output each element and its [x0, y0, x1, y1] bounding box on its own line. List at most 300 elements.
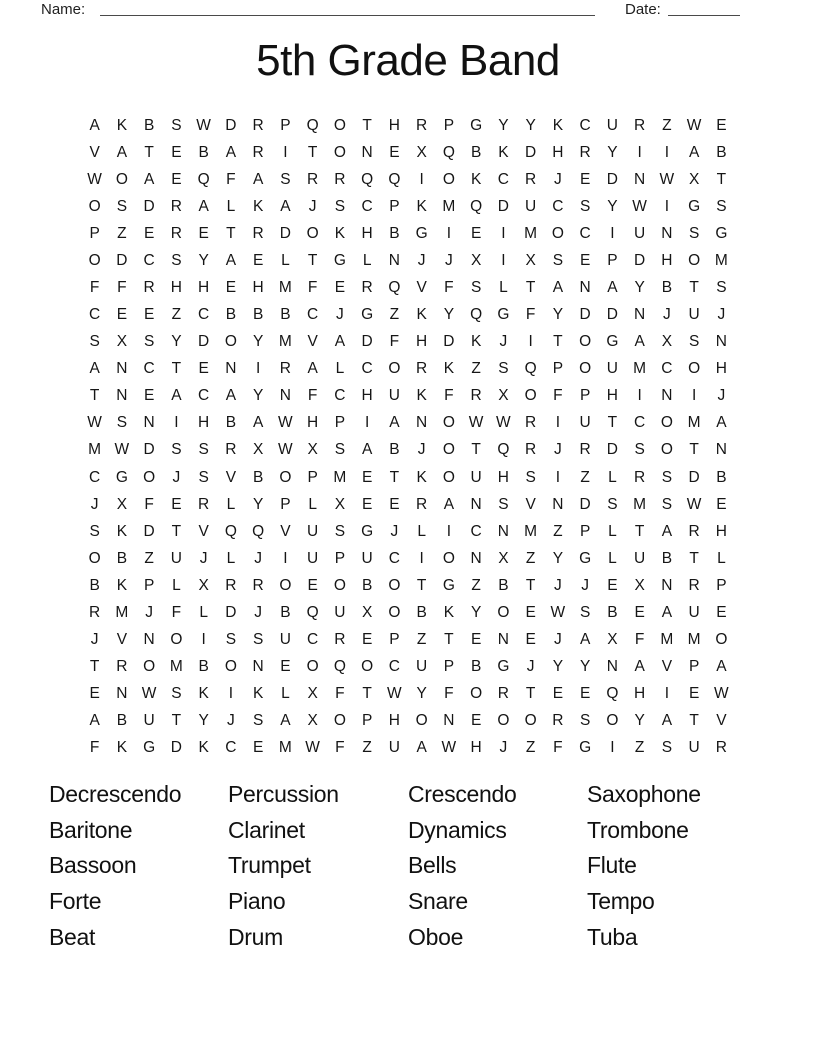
grid-letter: C	[661, 360, 673, 378]
grid-letter: O	[388, 603, 401, 621]
grid-letter: H	[307, 414, 319, 432]
grid-letter: E	[198, 360, 209, 378]
grid-letter: B	[225, 414, 237, 432]
grid-letter: B	[198, 658, 209, 676]
grid-letter: S	[634, 441, 645, 459]
name-label: Name:	[41, 1, 86, 18]
grid-letter: J	[90, 495, 99, 513]
grid-letter: W	[632, 197, 647, 215]
grid-letter: T	[634, 522, 645, 540]
grid-letter: P	[579, 387, 591, 405]
grid-letter: H	[470, 739, 482, 757]
grid-letter: C	[497, 170, 509, 188]
grid-letter: J	[581, 576, 589, 594]
grid-letter: I	[174, 414, 179, 432]
grid-letter: N	[470, 495, 482, 513]
grid-letter: G	[361, 522, 374, 540]
grid-letter: S	[171, 116, 182, 134]
grid-letter: A	[661, 603, 673, 621]
grid-letter: J	[308, 197, 317, 215]
grid-letter: O	[715, 631, 728, 649]
grid-letter: I	[201, 631, 206, 649]
grid-letter: S	[661, 739, 673, 757]
grid-letter: K	[470, 333, 482, 351]
grid-row	[81, 247, 735, 274]
grid-letter: R	[470, 387, 482, 405]
grid-letter: R	[252, 224, 264, 242]
grid-letter: O	[442, 170, 455, 188]
grid-letter: A	[252, 414, 264, 432]
grid-letter: B	[607, 603, 618, 621]
grid-letter: X	[252, 441, 264, 459]
grid-letter: Y	[552, 306, 564, 324]
grid-letter: U	[606, 360, 618, 378]
grid-letter: T	[89, 658, 100, 676]
grid-letter: E	[143, 306, 155, 324]
grid-letter: S	[143, 333, 155, 351]
grid-letter: Z	[389, 306, 400, 324]
grid-letter: W	[686, 495, 702, 513]
grid-letter: E	[716, 116, 727, 134]
grid-letter: S	[198, 468, 209, 486]
grid-letter: I	[419, 549, 424, 567]
word-list-item: Piano	[228, 888, 286, 915]
grid-letter: C	[89, 306, 101, 324]
grid-letter: Y	[552, 658, 564, 676]
grid-letter: F	[89, 739, 100, 757]
grid-letter: C	[470, 522, 482, 540]
grid-letter: Z	[580, 468, 590, 486]
grid-letter: Y	[552, 549, 564, 567]
grid-letter: F	[389, 333, 400, 351]
grid-letter: O	[524, 712, 537, 730]
grid-letter: H	[252, 279, 264, 296]
grid-letter: K	[334, 224, 346, 242]
grid-letter: G	[333, 251, 346, 269]
grid-letter: B	[280, 306, 291, 324]
grid-letter: A	[252, 170, 264, 188]
grid-letter: L	[608, 522, 617, 540]
grid-letter: W	[196, 116, 211, 134]
grid-letter: V	[661, 658, 673, 676]
grid-letter: Y	[416, 685, 427, 703]
grid-letter: A	[607, 279, 618, 296]
grid-row	[81, 193, 735, 220]
grid-letter: O	[497, 712, 510, 730]
grid-letter: P	[579, 522, 591, 540]
grid-letter: F	[553, 739, 563, 757]
grid-letter: B	[470, 143, 482, 161]
grid-letter: S	[688, 333, 700, 351]
grid-letter: Y	[634, 279, 645, 296]
grid-letter: T	[171, 522, 182, 540]
grid-letter: J	[499, 333, 508, 351]
grid-letter: C	[143, 251, 155, 269]
grid-letter: P	[143, 576, 155, 594]
grid-letter: R	[579, 441, 591, 459]
grid-letter: A	[280, 197, 291, 215]
grid-letter: R	[688, 522, 700, 540]
grid-letter: E	[171, 495, 182, 513]
grid-letter: Z	[525, 549, 536, 567]
grid-letter: G	[579, 739, 592, 757]
grid-letter: E	[334, 279, 346, 296]
grid-letter: N	[470, 549, 482, 567]
grid-letter: V	[416, 279, 427, 296]
grid-letter: D	[525, 143, 537, 161]
grid-letter: A	[389, 414, 400, 432]
grid-letter: D	[361, 333, 373, 351]
grid-letter: O	[224, 658, 237, 676]
grid-letter: C	[198, 306, 210, 324]
grid-letter: E	[579, 685, 591, 703]
word-list-item: Decrescendo	[49, 781, 182, 808]
grid-letter: D	[143, 522, 155, 540]
grid-letter: E	[280, 658, 291, 676]
grid-letter: D	[170, 739, 182, 757]
grid-letter: R	[143, 279, 155, 296]
grid-letter: L	[226, 197, 236, 215]
grid-letter: X	[307, 712, 318, 730]
grid-letter: N	[634, 170, 646, 188]
grid-letter: I	[501, 224, 506, 242]
grid-letter: R	[416, 495, 428, 513]
grid-letter: P	[361, 712, 373, 730]
grid-letter: R	[634, 116, 646, 134]
grid-letter: R	[715, 739, 727, 757]
word-list-item: Clarinet	[228, 816, 305, 843]
grid-letter: I	[255, 360, 261, 378]
grid-letter: P	[443, 116, 455, 134]
grid-letter: B	[389, 224, 400, 242]
grid-letter: S	[171, 251, 182, 269]
grid-letter: R	[252, 576, 264, 594]
grid-letter: U	[388, 387, 400, 405]
grid-letter: E	[579, 170, 591, 188]
grid-letter: Y	[171, 333, 182, 351]
grid-letter: E	[525, 603, 536, 621]
grid-letter: S	[579, 197, 591, 215]
grid-letter: E	[361, 495, 373, 513]
grid-letter: U	[470, 468, 482, 486]
grid-letter: N	[252, 658, 264, 676]
grid-letter: Z	[471, 360, 481, 378]
word-list-item: Percussion	[228, 781, 339, 808]
grid-letter: V	[307, 333, 318, 351]
grid-letter: A	[116, 143, 128, 161]
page-title: 5th Grade Band	[256, 36, 560, 85]
grid-letter: S	[498, 360, 509, 378]
grid-row	[81, 572, 735, 599]
grid-letter: I	[555, 414, 561, 432]
grid-letter: O	[388, 576, 401, 594]
date-blank-line	[668, 0, 740, 16]
grid-letter: B	[89, 576, 100, 594]
grid-letter: S	[334, 522, 346, 540]
grid-letter: A	[171, 387, 182, 405]
grid-letter: W	[686, 116, 702, 134]
grid-letter: M	[442, 197, 456, 215]
grid-letter: V	[225, 468, 237, 486]
grid-letter: E	[89, 685, 100, 703]
grid-letter: P	[280, 495, 291, 513]
grid-letter: E	[171, 143, 182, 161]
word-list-item: Drum	[228, 923, 284, 950]
grid-letter: L	[308, 495, 317, 513]
grid-row	[81, 681, 735, 708]
grid-letter: X	[198, 576, 209, 594]
grid-letter: N	[143, 414, 155, 432]
grid-letter: O	[442, 414, 455, 432]
grid-letter: S	[225, 631, 237, 649]
grid-letter: Q	[333, 658, 346, 676]
grid-letter: O	[579, 333, 592, 351]
word-list-item: Bells	[408, 852, 457, 879]
name-blank-line	[100, 0, 595, 16]
grid-letter: I	[664, 685, 670, 703]
grid-letter: F	[444, 685, 454, 703]
grid-letter: S	[607, 495, 618, 513]
grid-letter: S	[171, 685, 182, 703]
grid-letter: B	[252, 468, 264, 486]
grid-letter: S	[661, 468, 673, 486]
grid-letter: F	[226, 170, 236, 188]
grid-letter: O	[442, 468, 455, 486]
grid-letter: E	[470, 631, 482, 649]
grid-letter: Q	[224, 522, 237, 540]
grid-letter: S	[116, 197, 128, 215]
grid-letter: P	[307, 468, 318, 486]
grid-letter: F	[89, 279, 100, 296]
grid-letter: C	[361, 360, 373, 378]
grid-row	[81, 626, 735, 653]
grid-letter: K	[198, 685, 209, 703]
grid-letter: N	[388, 251, 400, 269]
grid-letter: I	[528, 333, 533, 351]
grid-letter: T	[689, 712, 699, 730]
grid-letter: E	[525, 631, 536, 649]
word-list	[49, 777, 747, 955]
grid-letter: K	[443, 360, 455, 378]
grid-letter: O	[306, 224, 319, 242]
grid-letter: O	[470, 685, 483, 703]
grid-letter: I	[637, 387, 642, 405]
grid-letter: W	[441, 739, 457, 757]
grid-letter: O	[143, 658, 156, 676]
grid-row	[81, 735, 735, 762]
grid-letter: J	[717, 387, 726, 405]
grid-letter: F	[335, 739, 345, 757]
grid-letter: F	[634, 631, 645, 649]
grid-letter: Z	[171, 306, 182, 324]
grid-letter: L	[335, 360, 345, 378]
grid-letter: T	[307, 251, 318, 269]
grid-letter: U	[416, 658, 428, 676]
grid-letter: R	[416, 360, 428, 378]
grid-letter: L	[362, 251, 372, 269]
grid-letter: G	[361, 306, 374, 324]
grid-letter: C	[225, 739, 237, 757]
grid-letter: O	[333, 712, 346, 730]
grid-letter: M	[278, 739, 292, 757]
grid-letter: L	[226, 549, 236, 567]
grid-letter: P	[334, 549, 346, 567]
grid-row	[81, 518, 735, 545]
word-list-column	[587, 777, 747, 955]
grid-letter: O	[524, 387, 537, 405]
grid-letter: H	[198, 279, 210, 296]
grid-letter: X	[116, 333, 128, 351]
grid-letter: O	[688, 251, 701, 269]
grid-letter: B	[198, 143, 209, 161]
grid-letter: M	[88, 441, 102, 459]
grid-letter: O	[551, 224, 564, 242]
grid-letter: A	[225, 143, 237, 161]
grid-letter: A	[661, 712, 673, 730]
grid-letter: Q	[442, 143, 455, 161]
grid-letter: G	[715, 224, 728, 242]
grid-letter: C	[89, 468, 101, 486]
grid-letter: Z	[471, 576, 481, 594]
grid-letter: H	[715, 360, 727, 378]
grid-letter: M	[633, 495, 647, 513]
grid-letter: S	[198, 441, 209, 459]
grid-letter: S	[661, 495, 673, 513]
grid-letter: S	[89, 333, 100, 351]
grid-letter: B	[416, 603, 427, 621]
grid-letter: O	[688, 360, 701, 378]
grid-letter: L	[281, 685, 290, 703]
grid-letter: X	[470, 251, 482, 269]
grid-letter: K	[470, 170, 482, 188]
word-list-item: Crescendo	[408, 781, 517, 808]
grid-letter: I	[610, 739, 615, 757]
grid-letter: C	[388, 658, 400, 676]
grid-letter: Z	[144, 549, 154, 567]
grid-letter: E	[171, 170, 182, 188]
grid-letter: T	[89, 387, 100, 405]
grid-letter: O	[579, 360, 592, 378]
word-list-item: Dynamics	[408, 816, 507, 843]
grid-letter: G	[606, 333, 619, 351]
grid-letter: R	[252, 143, 264, 161]
grid-letter: H	[388, 712, 400, 730]
word-list-item: Oboe	[408, 923, 464, 950]
grid-letter: O	[143, 468, 156, 486]
grid-letter: A	[443, 495, 455, 513]
grid-letter: D	[143, 441, 155, 459]
grid-letter: E	[361, 468, 373, 486]
grid-letter: L	[281, 251, 290, 269]
grid-letter: U	[688, 603, 700, 621]
grid-letter: J	[145, 603, 153, 621]
grid-letter: A	[361, 441, 373, 459]
grid-letter: A	[579, 631, 591, 649]
grid-letter: N	[116, 685, 128, 703]
grid-letter: T	[553, 333, 563, 351]
grid-letter: B	[716, 143, 727, 161]
grid-letter: N	[143, 631, 155, 649]
grid-letter: A	[198, 197, 209, 215]
word-list-item: Beat	[49, 923, 96, 950]
grid-letter: I	[664, 143, 670, 161]
grid-row	[81, 410, 735, 437]
grid-letter: D	[198, 333, 210, 351]
grid-letter: T	[171, 360, 182, 378]
grid-letter: G	[688, 197, 701, 215]
grid-letter: U	[688, 306, 700, 324]
grid-letter: F	[335, 685, 345, 703]
grid-letter: R	[225, 576, 237, 594]
grid-letter: Y	[252, 387, 264, 405]
grid-letter: W	[114, 441, 130, 459]
grid-letter: I	[637, 143, 642, 161]
grid-letter: F	[117, 279, 127, 296]
grid-letter: M	[278, 279, 292, 296]
grid-letter: T	[226, 224, 236, 242]
grid-letter: Y	[607, 143, 618, 161]
grid-letter: O	[415, 712, 428, 730]
grid-letter: J	[554, 441, 562, 459]
word-search-grid	[81, 112, 735, 762]
grid-letter: D	[497, 197, 509, 215]
word-list-column	[228, 777, 408, 955]
grid-letter: W	[141, 685, 157, 703]
grid-letter: N	[497, 631, 509, 649]
grid-letter: W	[659, 170, 675, 188]
grid-letter: O	[361, 658, 374, 676]
grid-letter: Q	[306, 116, 319, 134]
grid-letter: J	[417, 251, 426, 269]
grid-letter: A	[225, 251, 237, 269]
grid-letter: Q	[361, 170, 374, 188]
grid-letter: P	[334, 414, 346, 432]
grid-letter: K	[116, 522, 128, 540]
grid-letter: X	[688, 170, 700, 188]
grid-letter: V	[280, 522, 291, 540]
grid-letter: R	[170, 224, 182, 242]
grid-letter: T	[525, 576, 536, 594]
grid-letter: Y	[198, 251, 209, 269]
grid-letter: D	[443, 333, 455, 351]
grid-letter: I	[283, 549, 288, 567]
grid-letter: E	[307, 576, 318, 594]
grid-letter: S	[688, 224, 700, 242]
grid-letter: R	[116, 658, 128, 676]
grid-letter: D	[606, 441, 618, 459]
grid-row	[81, 464, 735, 491]
grid-letter: I	[228, 685, 234, 703]
grid-letter: F	[171, 603, 182, 621]
grid-letter: N	[579, 279, 591, 296]
grid-letter: G	[497, 306, 510, 324]
grid-letter: F	[444, 387, 454, 405]
grid-letter: I	[364, 414, 370, 432]
grid-letter: E	[579, 251, 591, 269]
grid-letter: Z	[553, 522, 563, 540]
grid-letter: X	[334, 495, 346, 513]
word-list-item: Flute	[587, 852, 637, 879]
grid-letter: E	[225, 279, 237, 296]
grid-letter: K	[416, 387, 427, 405]
grid-letter: Q	[252, 522, 265, 540]
grid-letter: L	[226, 495, 236, 513]
grid-letter: O	[333, 143, 346, 161]
grid-letter: J	[227, 712, 235, 730]
grid-letter: T	[389, 468, 400, 486]
grid-letter: S	[498, 495, 509, 513]
grid-letter: R	[225, 441, 237, 459]
